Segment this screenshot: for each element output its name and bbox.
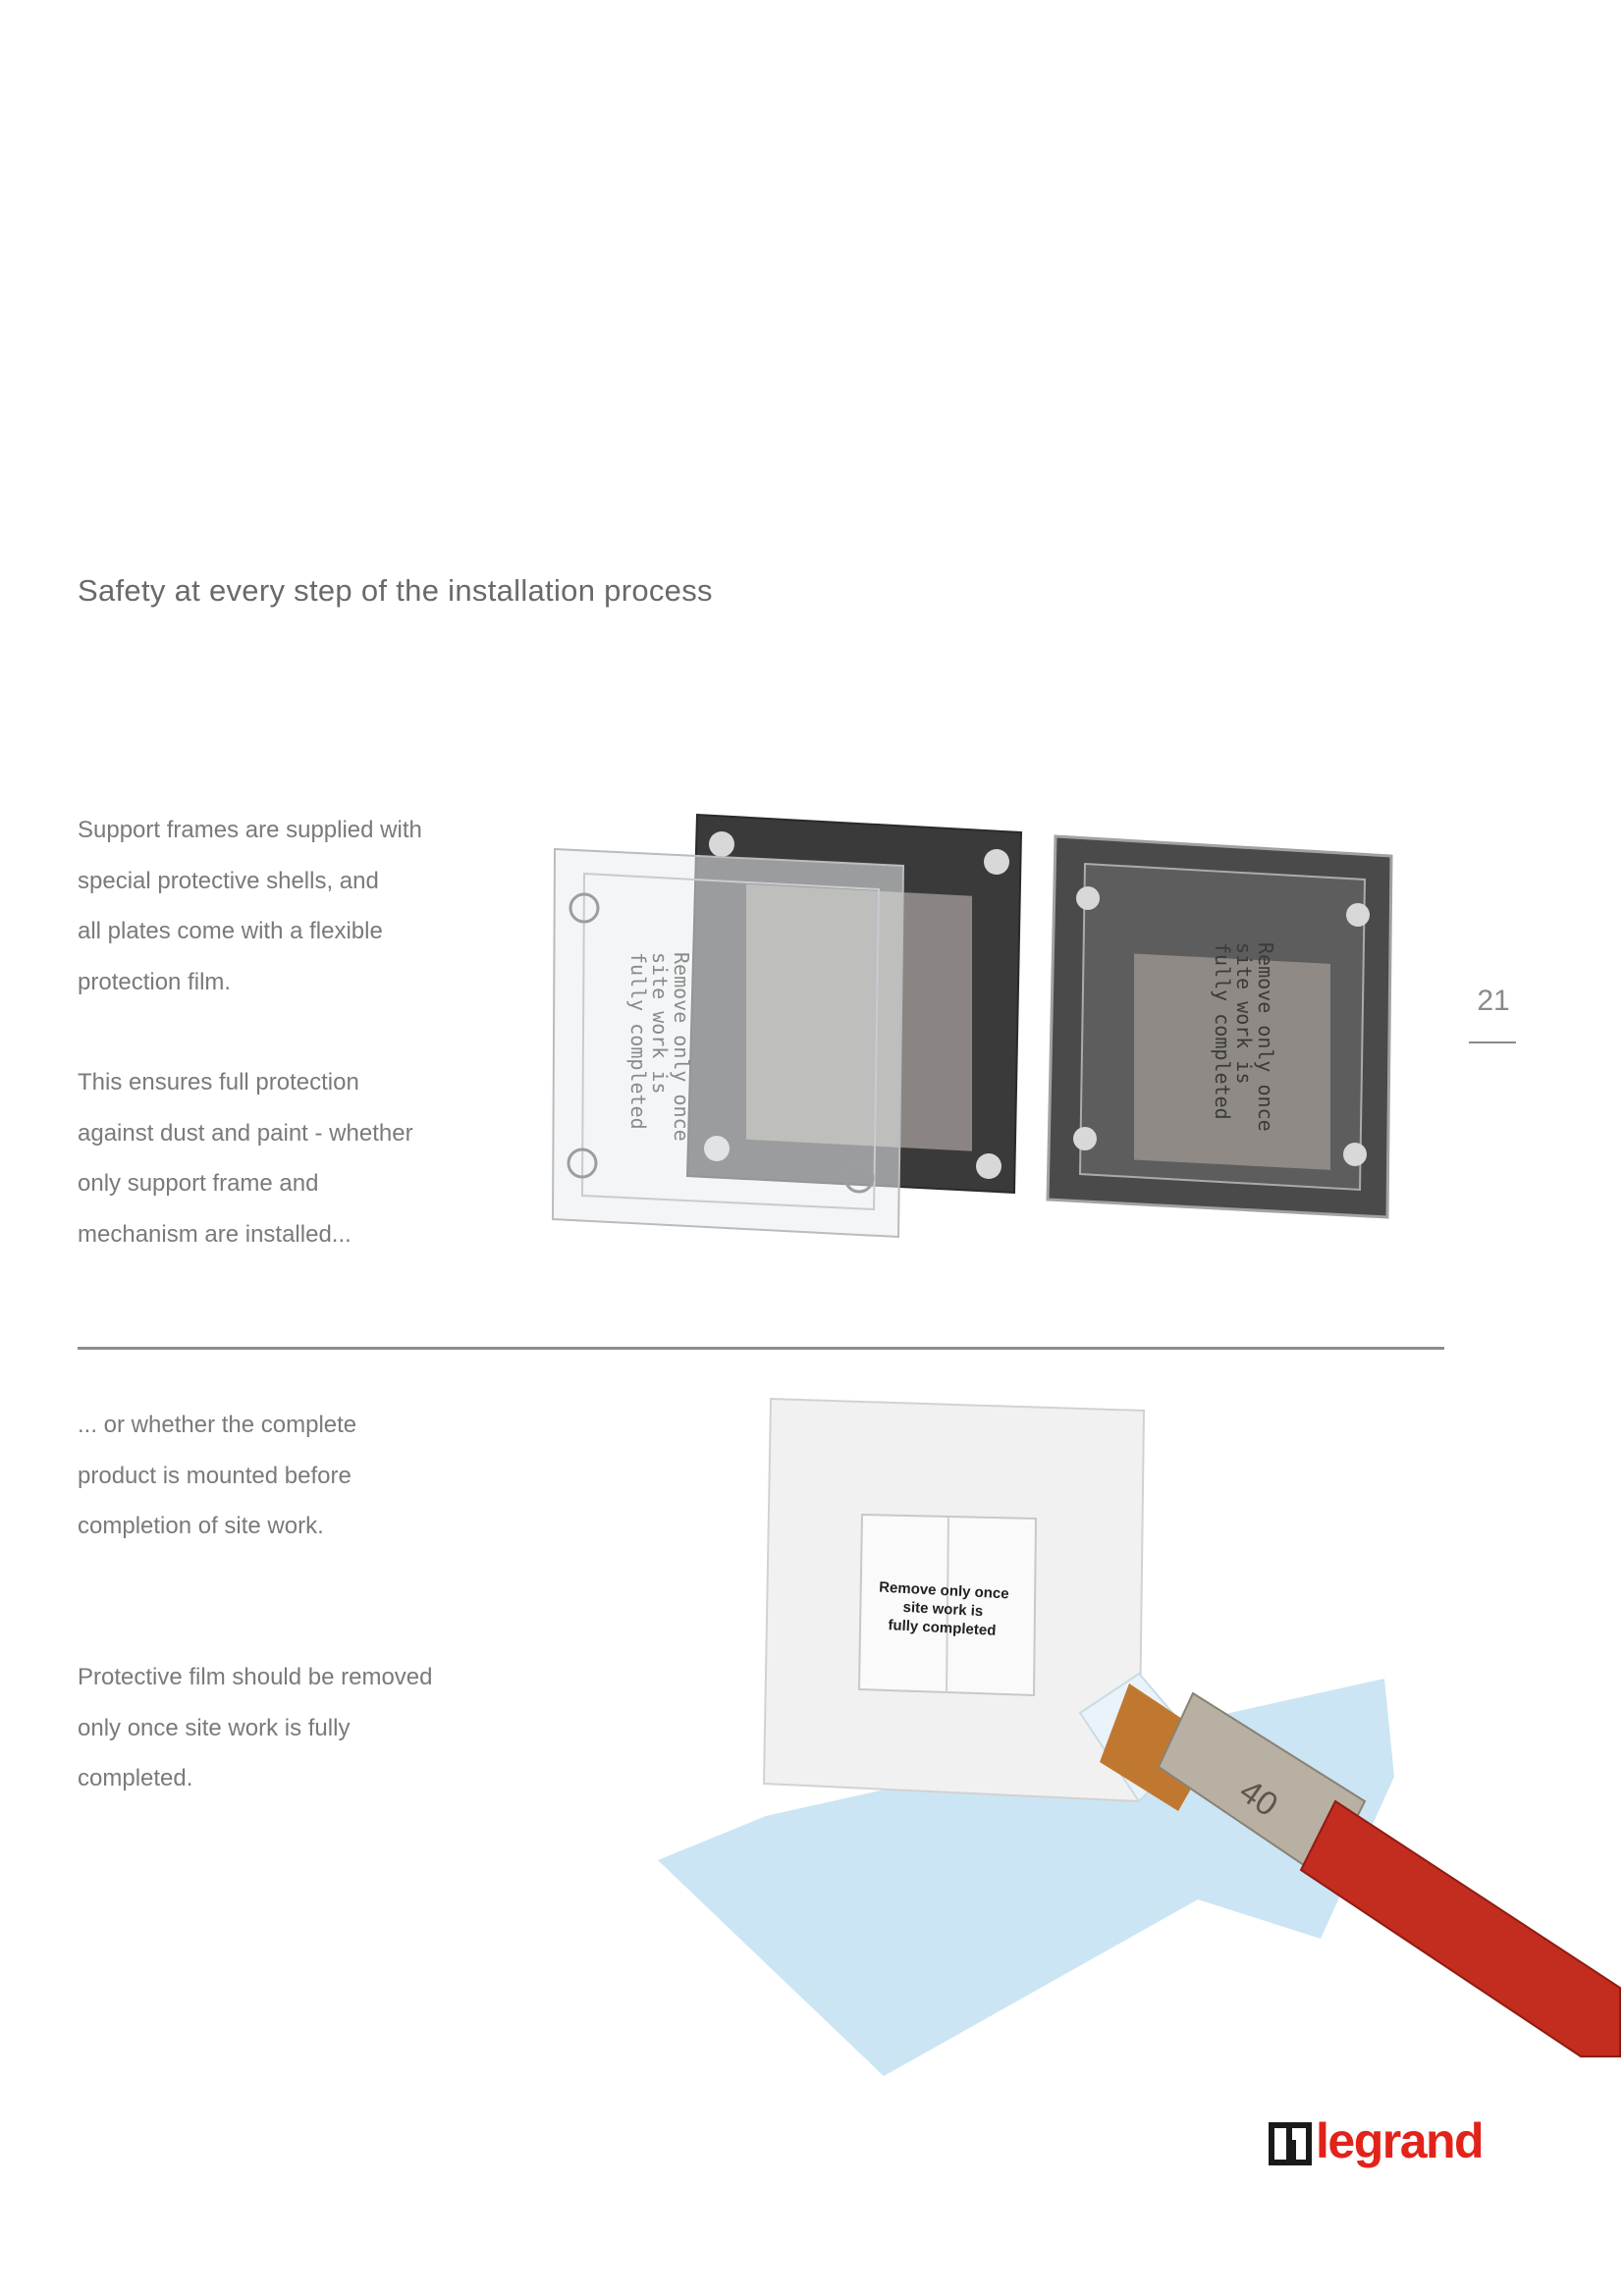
section-divider (78, 1347, 1444, 1350)
text-line: Protective film should be removed (78, 1664, 433, 1690)
text-line: Support frames are supplied with (78, 817, 422, 843)
legrand-logo (1269, 2113, 1485, 2177)
switch-label-line: site work is (902, 1598, 984, 1621)
support-frames-photo (545, 805, 1409, 1266)
page-number-rule (1469, 1041, 1516, 1043)
shell-label-line: fully completed (626, 952, 650, 1130)
switch-label-line: Remove only once (878, 1578, 1010, 1603)
text-line: ... or whether the complete (78, 1412, 357, 1438)
shell-label-line: site work is (648, 952, 672, 1095)
assembled-frame-with-shell (1048, 836, 1391, 1217)
switch-plate (764, 1399, 1144, 1801)
legrand-wordmark: legrand (1316, 2113, 1484, 2168)
protection-paragraph (78, 1057, 413, 1259)
text-line: This ensures full protection (78, 1069, 359, 1095)
text-line: mechanism are installed... (78, 1220, 352, 1248)
shell-label-line: fully completed (1211, 942, 1234, 1120)
page-number: 21 (1477, 985, 1510, 1017)
legrand-logo-icon (1269, 2122, 1312, 2165)
text-line: protection film. (78, 968, 232, 995)
mounted-paragraph (78, 1400, 356, 1552)
text-line: completed. (78, 1765, 193, 1791)
clear-protective-shell (553, 849, 903, 1237)
intro-paragraph (78, 805, 422, 1007)
text-line: against dust and paint - whether (78, 1119, 413, 1147)
text-line: completion of site work. (78, 1513, 324, 1539)
text-line: only once site work is fully (78, 1714, 351, 1741)
page-heading: Safety at every step of the installation process (78, 573, 713, 608)
text-line: product is mounted before (78, 1462, 352, 1489)
switch-label-line: fully completed (888, 1617, 997, 1639)
switch-and-brush-photo (648, 1389, 1624, 2135)
shell-label-line: site work is (1232, 942, 1256, 1085)
shell-label-line: Remove only once (670, 952, 693, 1142)
brush-stamp: 40 (1232, 1772, 1285, 1825)
text-line: special protective shells, and (78, 867, 379, 894)
text-line: only support frame and (78, 1170, 319, 1197)
shell-label-line: Remove only once (1254, 942, 1277, 1132)
text-line: all plates come with a flexible (78, 918, 383, 944)
removal-paragraph (78, 1652, 433, 1804)
